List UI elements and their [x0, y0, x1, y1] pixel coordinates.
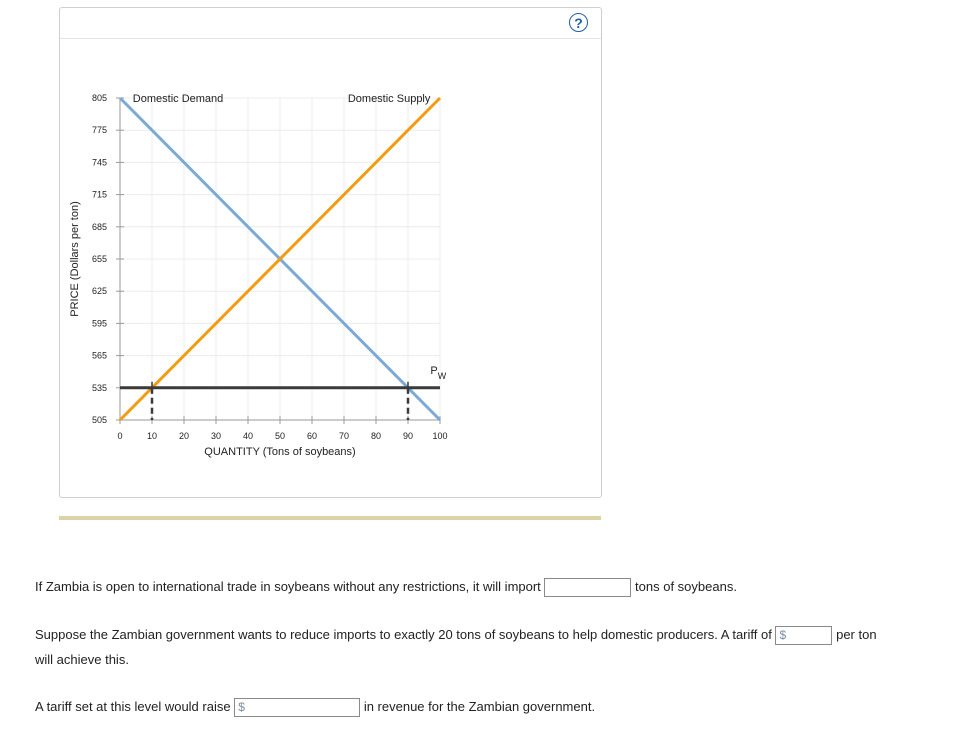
x-tick-label: 0 [117, 431, 123, 441]
question-imports-unit: tons of soybeans. [635, 578, 737, 594]
y-tick-label: 775 [91, 125, 107, 136]
x-tick-label: 70 [338, 431, 350, 441]
y-tick-label: 565 [91, 350, 107, 361]
x-tick-label: 10 [146, 431, 158, 441]
y-tick-label: 655 [91, 254, 107, 264]
y-tick-label: 595 [91, 318, 107, 329]
question-imports-text: If Zambia is open to international trade in soybeans without any restrictions, it will import [35, 578, 541, 594]
dollar-sign: $ [238, 700, 245, 714]
x-tick-label: 80 [370, 431, 382, 441]
world-price-label: $P_W$ [430, 364, 447, 381]
question-tariff [35, 626, 877, 645]
question-revenue-text: A tariff set at this level would raise [35, 698, 231, 714]
dollar-sign: $ [779, 628, 787, 642]
section-divider [59, 516, 601, 520]
x-tick-label: 40 [242, 431, 254, 441]
y-axis-title: PRICE (Dollars per ton) [69, 201, 81, 317]
tariff-input[interactable] [775, 626, 832, 645]
help-icon[interactable]: ? [569, 13, 588, 32]
question-revenue-unit: in revenue for the Zambian government. [363, 698, 596, 714]
y-tick-label: 535 [91, 382, 107, 393]
question-tariff-unit: per ton [836, 626, 877, 642]
domestic-demand-label: Domestic Demand [132, 93, 224, 105]
y-tick-label: 745 [91, 157, 107, 168]
question-tariff-text: Suppose the Zambian government wants to reduce imports to exactly 20 tons of soybeans to help domestic producers. A tariff of [35, 626, 772, 642]
question-revenue [35, 698, 595, 717]
question-imports [35, 578, 737, 597]
imports-input[interactable] [544, 578, 631, 597]
y-tick-label: 625 [91, 286, 107, 297]
revenue-input[interactable] [234, 698, 360, 717]
x-tick-label: 90 [402, 431, 414, 441]
question-tariff-line2: will achieve this. [35, 652, 129, 667]
domestic-supply-label: Domestic Supply [347, 93, 431, 105]
y-tick-label: 715 [91, 189, 107, 200]
x-tick-label: 20 [178, 431, 190, 441]
y-tick-label: 685 [91, 221, 107, 232]
y-tick-label: 805 [91, 93, 107, 103]
y-tick-label: 505 [91, 415, 107, 425]
x-tick-label: 50 [274, 431, 286, 441]
x-axis-title: QUANTITY (Tons of soybeans) [204, 446, 356, 458]
x-tick-label: 30 [210, 431, 222, 441]
x-tick-label: 100 [432, 431, 448, 441]
x-tick-label: 60 [306, 431, 318, 441]
